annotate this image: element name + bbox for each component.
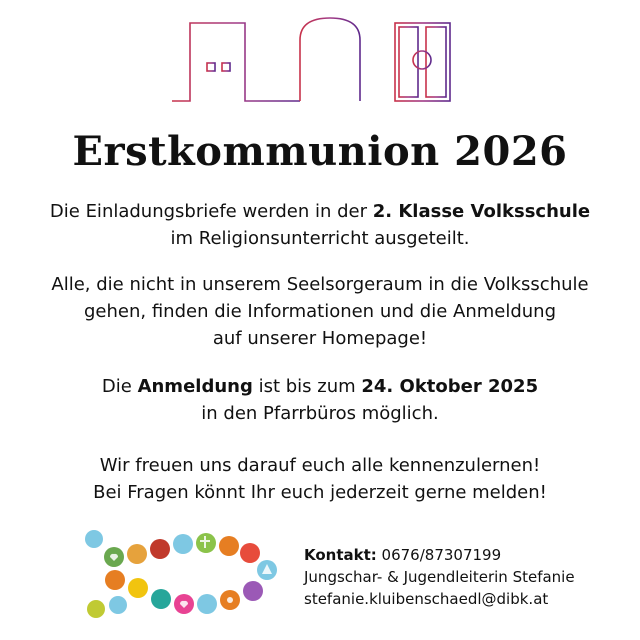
page-title: Erstkommunion 2026 — [72, 128, 568, 175]
closing-text-2: Bei Fragen könnt Ihr euch jederzeit gerne melden! — [93, 482, 547, 503]
invitation-text-2: im Religionsunterricht ausgeteilt. — [170, 228, 470, 249]
registration-text-2: in den Pfarrbüros möglich. — [201, 403, 439, 424]
closing-text-1: Wir freuen uns darauf euch alle kennenzulernen! — [99, 455, 541, 476]
invitation-text: Die Einladungsbriefe werden in der — [49, 201, 373, 222]
registration-highlight: Anmeldung — [137, 376, 253, 397]
contact-role: Jungschar- & Jugendleiterin Stefanie — [304, 568, 575, 586]
contact-phone: 0676/87307199 — [376, 546, 502, 564]
deadline-highlight: 24. Oktober 2025 — [361, 376, 539, 397]
contact-label: Kontakt: — [304, 546, 377, 564]
church-doors-icon — [0, 0, 640, 110]
contact-block — [304, 544, 575, 610]
registration-text-c: ist bis zum — [252, 376, 362, 397]
fish-symbol-icon — [80, 522, 280, 632]
registration-paragraph — [0, 373, 640, 427]
homepage-text-3: auf unserer Homepage! — [212, 328, 428, 349]
contact-email: stefanie.kluibenschaedl@dibk.at — [304, 590, 549, 608]
homepage-text-2: gehen, finden die Informationen und die Anmeldung — [83, 301, 557, 322]
registration-text-a: Die — [101, 376, 138, 397]
homepage-text-1: Alle, die nicht in unserem Seelsorgeraum in die Volksschule — [51, 274, 589, 295]
homepage-paragraph — [0, 271, 640, 352]
closing-paragraph — [0, 452, 640, 506]
invitation-paragraph — [0, 198, 640, 252]
class-highlight: 2. Klasse Volksschule — [372, 201, 591, 222]
